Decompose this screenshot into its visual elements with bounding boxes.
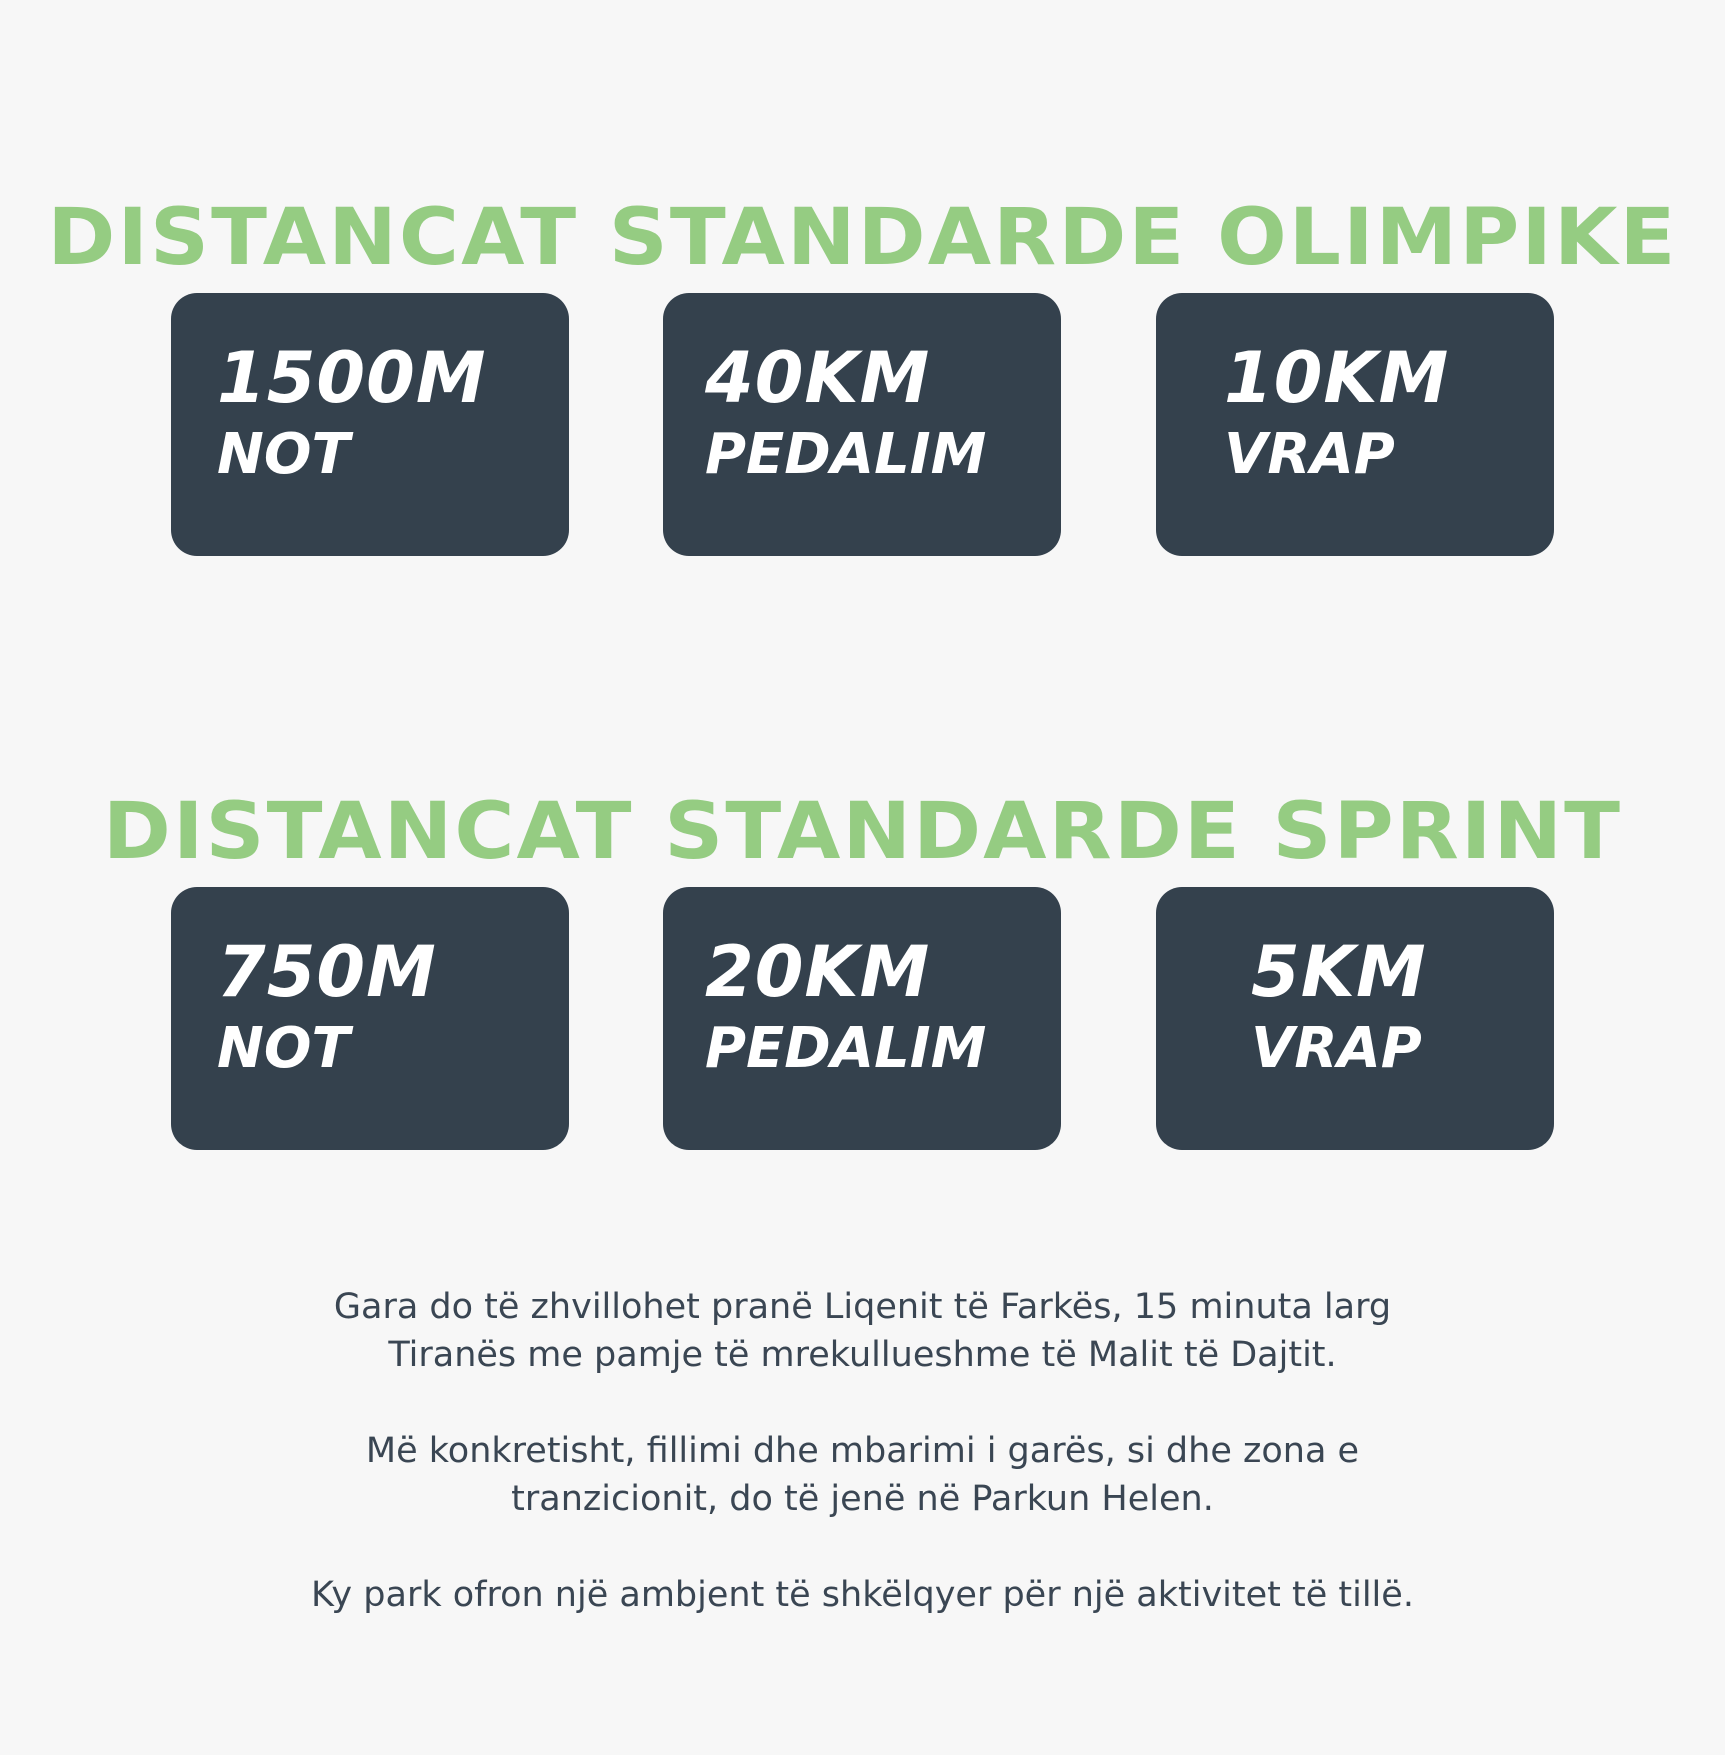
olympic-run-label: VRAP	[1224, 422, 1395, 487]
olympic-distances-title: DISTANCAT STANDARDE OLIMPIKE	[47, 193, 1678, 284]
olympic-swim-distance: 1500M	[217, 337, 487, 419]
venue-description	[0, 1283, 1725, 1619]
sprint-swim-label: NOT	[217, 1016, 350, 1081]
olympic-distance-cards	[171, 293, 1554, 556]
sprint-bike-card	[663, 887, 1061, 1150]
sprint-bike-distance: 20KM	[705, 931, 931, 1013]
description-line: Më konkretisht, fillimi dhe mbarimi i garës, si dhe zona e	[365, 1431, 1360, 1471]
sprint-distance-cards	[171, 887, 1554, 1150]
description-paragraph-park	[0, 1427, 1725, 1523]
description-paragraph-ambience	[0, 1571, 1725, 1619]
olympic-run-card	[1156, 293, 1554, 556]
olympic-bike-card	[663, 293, 1061, 556]
olympic-bike-distance: 40KM	[705, 337, 931, 419]
description-line: tranzicionit, do të jenë në Parkun Helen.	[511, 1479, 1214, 1519]
sprint-distances-title: DISTANCAT STANDARDE SPRINT	[102, 787, 1623, 878]
sprint-run-distance: 5KM	[1251, 931, 1427, 1013]
description-line: Ky park ofron një ambjent të shkëlqyer për një aktivitet të tillë.	[311, 1575, 1414, 1615]
olympic-bike-label: PEDALIM	[705, 422, 987, 487]
sprint-swim-card	[171, 887, 569, 1150]
description-paragraph-location	[0, 1283, 1725, 1379]
olympic-swim-label: NOT	[217, 422, 350, 487]
olympic-run-distance: 10KM	[1224, 337, 1450, 419]
sprint-run-label: VRAP	[1251, 1016, 1422, 1081]
description-line: Tiranës me pamje të mrekullueshme të Malit të Dajtit.	[388, 1335, 1337, 1375]
olympic-swim-card	[171, 293, 569, 556]
description-line: Gara do të zhvillohet pranë Liqenit të Farkës, 15 minuta larg	[333, 1287, 1392, 1327]
sprint-run-card	[1156, 887, 1554, 1150]
sprint-bike-label: PEDALIM	[705, 1016, 987, 1081]
sprint-swim-distance: 750M	[217, 931, 437, 1013]
